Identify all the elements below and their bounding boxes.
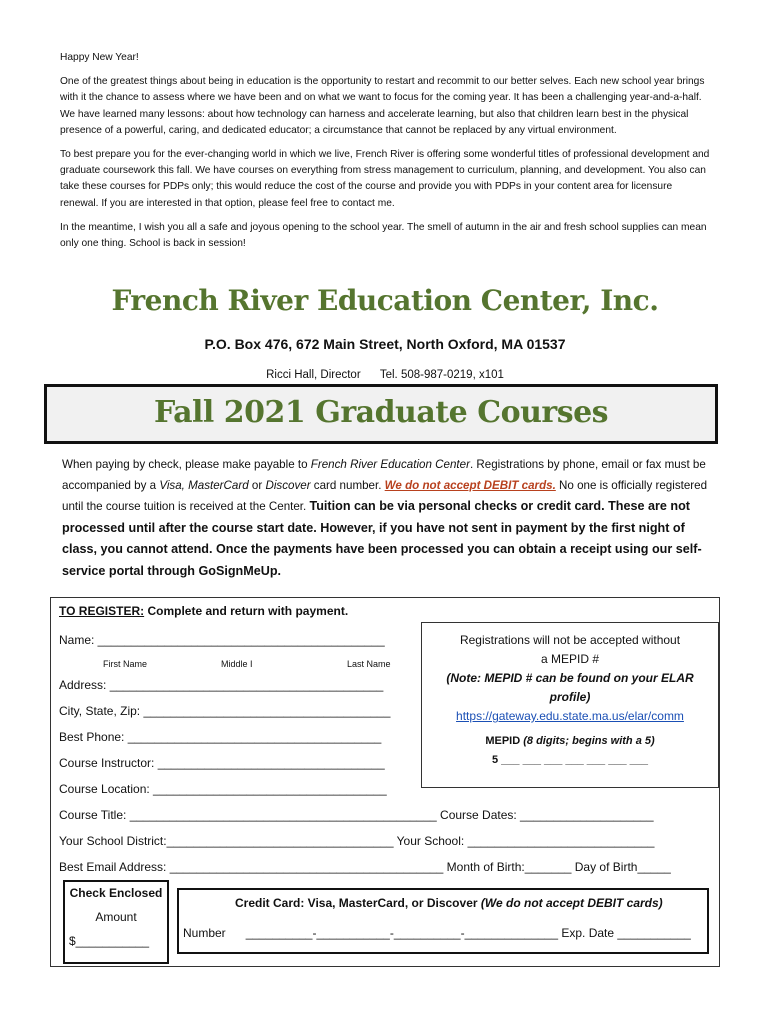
banner-title: Fall 2021 Graduate Courses xyxy=(153,395,609,430)
name-field[interactable]: Name: ___________________________________________ xyxy=(59,633,385,647)
mepid-box xyxy=(421,622,719,788)
mepid-note-line-2: profile) xyxy=(549,690,591,704)
amount-label: Amount xyxy=(95,910,137,924)
city-state-zip-field[interactable]: City, State, Zip: _____________________________________ xyxy=(59,704,391,718)
check-enclosed-title: Check Enclosed xyxy=(69,886,163,900)
payment-text-4: card number. xyxy=(310,478,385,492)
tuition-policy: Tuition can be via personal checks or credit card. These are not processed until after the course start date. However, if you have not sent in payment by the first night of class, you cannot attend. Once the payments have been processed you can obtain a receipt using our self-service portal through GoSignMeUp. xyxy=(62,499,702,578)
phone-number: Tel. 508-987-0219, x101 xyxy=(379,369,504,381)
school-district-and-school-field[interactable]: Your School District:__________________________________ Your School: ____________________________ xyxy=(59,834,655,848)
payment-text-3: or xyxy=(248,478,266,492)
mepid-field[interactable]: 5 ___ ___ ___ ___ ___ ___ ___ xyxy=(492,754,648,766)
director-name: Ricci Hall, Director xyxy=(266,369,361,381)
payment-instructions xyxy=(62,455,718,582)
email-and-birth-field[interactable]: Best Email Address: _________________________________________ Month of Birth:_______ Day of Birth_____ xyxy=(59,860,671,874)
mepid-label-text: MEPID xyxy=(485,735,521,747)
organization-address: P.O. Box 476, 672 Main Street, North Oxford, MA 01537 xyxy=(204,336,566,352)
course-instructor-field[interactable]: Course Instructor: __________________________________ xyxy=(59,756,385,770)
organization-name: French River Education Center, Inc. xyxy=(111,284,659,317)
letter-paragraph-1: One of the greatest things about being in education is the opportunity to restart and recommit to our better selves. Each new school year brings with it the chance to assess where we have been and on what we want to focus for the coming year. It has been a challenging year-and-a-half. We have learned many lessons: about how technology can harness and accelerate learning, but also that children learn best in the physical presence of a powerful, caring, and dedicated educator; a circumstance that cannot be replaced by any virtual environment. xyxy=(60,76,705,136)
payment-text-2: . Registrations by phone, email or fax must be accompanied by a xyxy=(62,458,706,492)
accepted-cards: Visa, MasterCard xyxy=(159,478,249,492)
credit-card-title-text: Credit Card: Visa, MasterCard, or Discover xyxy=(235,896,481,910)
registration-form xyxy=(50,597,720,967)
middle-initial-caption: Middle I xyxy=(221,659,253,669)
discover-card: Discover xyxy=(265,478,311,492)
payment-text-1: When paying by check, please make payable to xyxy=(62,458,311,471)
amount-field[interactable]: $___________ xyxy=(69,934,150,948)
course-location-field[interactable]: Course Location: ___________________________________ xyxy=(59,782,387,796)
to-register-text: Complete and return with payment. xyxy=(144,604,349,618)
to-register-label: TO REGISTER: xyxy=(59,604,145,618)
card-number-row xyxy=(183,926,691,940)
mepid-note-line-1: (Note: MEPID # can be found on your ELAR xyxy=(446,671,694,685)
credit-card-debit-note: (We do not accept DEBIT cards) xyxy=(480,896,663,910)
mepid-label xyxy=(422,732,718,751)
mepid-requirement-line-2: a MEPID # xyxy=(540,652,600,666)
payee-name: French River Education Center xyxy=(310,458,470,471)
mepid-requirement-line-1: Registrations will not be accepted without xyxy=(459,633,681,647)
letter-paragraph-2: To best prepare you for the ever-changing world in which we live, French River is offering some wonderful titles of professional development and graduate coursework this fall. We have courses on everything from stress management to curriculum, planning, and development. You also can take these courses for PDPs only; this would reduce the cost of the course and provide you with PDPs in your content area for licensure renewal. If you are interested in that option, please feel free to contact me. xyxy=(60,149,710,209)
no-debit-warning: We do not accept DEBIT cards. xyxy=(384,478,556,492)
card-number-field[interactable]: __________-___________-__________-______________ Exp. Date ___________ xyxy=(245,926,691,940)
to-register-heading xyxy=(59,604,348,618)
card-number-label: Number xyxy=(183,926,226,940)
welcome-letter xyxy=(60,50,712,260)
credit-card-box xyxy=(177,888,709,954)
mepid-hint: (8 digits; begins with a 5) xyxy=(523,735,655,747)
title-banner xyxy=(44,384,718,444)
best-phone-field[interactable]: Best Phone: ______________________________________ xyxy=(59,730,382,744)
address-field[interactable]: Address: _________________________________________ xyxy=(59,678,384,692)
payment-text-5: No one is officially registered until the course tuition is received at the Center. xyxy=(62,478,708,513)
contact-line xyxy=(0,369,770,381)
course-title-and-dates-field[interactable]: Course Title: ______________________________________________ Course Dates: ____________________ xyxy=(59,808,654,822)
credit-card-title xyxy=(235,896,663,910)
first-name-caption: First Name xyxy=(103,659,148,669)
letter-paragraph-3: In the meantime, I wish you all a safe and joyous opening to the school year. The smell of autumn in the air and fresh school supplies can mean only one thing. School is back in session! xyxy=(60,221,707,250)
last-name-caption: Last Name xyxy=(347,659,391,669)
elar-link[interactable]: https://gateway.edu.state.ma.us/elar/comm xyxy=(456,709,684,723)
check-enclosed-box xyxy=(63,880,169,964)
letter-greeting: Happy New Year! xyxy=(60,52,139,63)
